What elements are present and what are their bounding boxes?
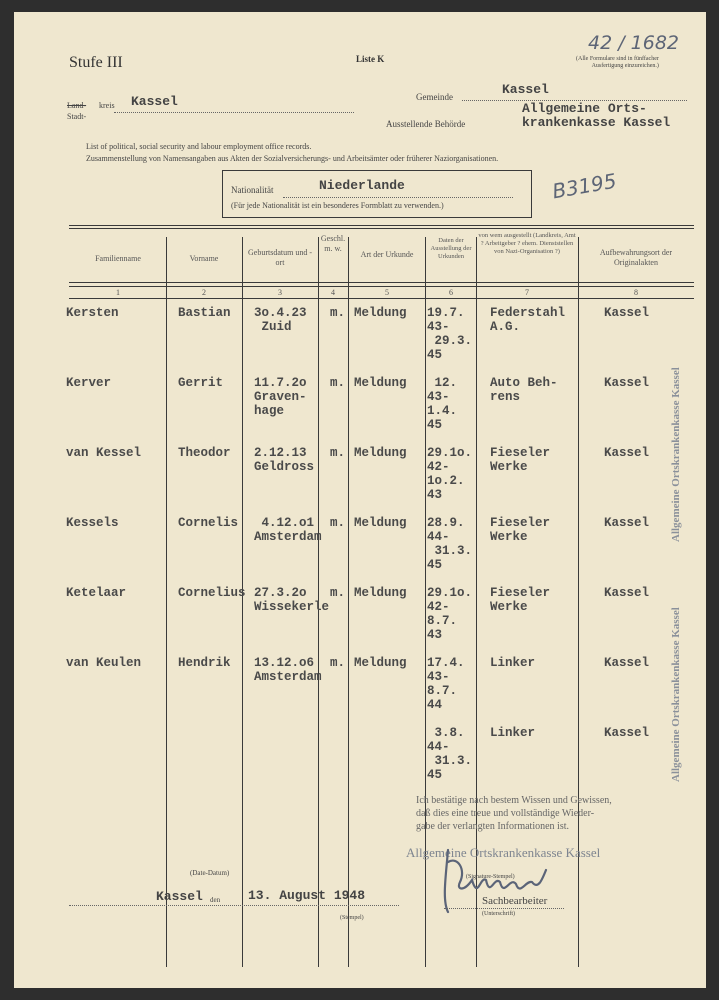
sex-cell: m. [330,586,346,600]
behoerde-label: Ausstellende Behörde [386,119,466,129]
dates-cell: 17.4. 43- 8.7. 44 [427,656,465,712]
place-value: Kassel [156,889,203,904]
confirmation-text: Ich bestätige nach bestem Wissen und Gewissen, daß dies eine treue und vollständige Wieder- gabe der verlangten Informationen ist. [416,795,612,832]
dates-cell: 12. 43- 1.4. 45 [427,376,458,432]
stadt-label: Stadt- [67,112,87,121]
column-header-daten: Daten der Ausstellung der Urkunden [430,237,472,260]
issuer-cell: Linker [490,726,536,740]
sex-cell: m. [330,446,346,460]
birth-cell: 4.12.o1 Amsterdam [254,516,322,544]
stufe-label: Stufe III [69,54,123,71]
liste-label: Liste K [356,54,385,64]
sachbearbeiter-label: Sachbearbeiter [482,895,548,907]
land-label: Land- [67,101,87,110]
kreis-value: Kassel [131,94,178,109]
birth-cell: 2.12.13 Geldross [254,446,315,474]
nationality-box [222,170,532,218]
dates-cell: 29.1o. 42- 8.7. 43 [427,586,473,642]
den-label: den [210,896,221,904]
document-page [14,12,706,988]
issuer-cell: Fieseler Werke [490,516,551,544]
dates-cell: 19.7. 43- 29.3. 45 [427,306,473,362]
archive-location-cell: Kassel [604,306,650,320]
family-name-cell: Ketelaar [66,586,127,600]
first-name-cell: Bastian [178,306,231,320]
list-title-en: List of political, social security and labour employment office records. [86,142,312,151]
birth-cell: 11.7.2o Graven- hage [254,376,307,418]
archive-location-cell: Kassel [604,586,650,600]
family-name-cell: Kerver [66,376,112,390]
document-type-cell: Meldung [354,586,407,600]
column-header-geburtsdatum: Geburtsdatum und -ort [248,248,312,267]
document-type-cell: Meldung [354,516,407,530]
dates-cell: 29.1o. 42- 1o.2. 43 [427,446,473,502]
signature-stamp-label: (Signature-Stempel) [466,874,515,880]
column-number: 4 [331,288,335,297]
nationality-value: Niederlande [319,178,405,193]
birth-cell: 27.3.2o Wissekerle [254,586,330,614]
archive-location-cell: Kassel [604,656,650,670]
birth-cell: 3o.4.23 Zuid [254,306,307,334]
first-name-cell: Cornelis [178,516,239,530]
document-type-cell: Meldung [354,306,407,320]
document-type-cell: Meldung [354,656,407,670]
archive-location-cell: Kassel [604,446,650,460]
column-number: 7 [525,288,529,297]
kreis-label: kreis [99,101,115,110]
family-name-cell: Kessels [66,516,119,530]
nationality-note: (Für jede Nationalität ist ein besonderes Formblatt zu verwenden.) [231,201,444,210]
archive-reference: 42 / 1682 [588,32,680,54]
first-name-cell: Gerrit [178,376,224,390]
form-note: (Alle Formulare sind in fünffacher Ausfertigung einzureichen.) [576,56,659,69]
behoerde-value: Allgemeine Orts- krankenkasse Kassel [522,101,671,130]
handwritten-mark: B3195 [550,168,619,204]
archive-location-cell: Kassel [604,376,650,390]
issuer-cell: Auto Beh- rens [490,376,558,404]
stempel-label: (Stempel) [340,915,364,921]
issuer-cell: Fieseler Werke [490,586,551,614]
nationality-label: Nationalität [231,185,274,195]
column-number: 8 [634,288,638,297]
gemeinde-label: Gemeinde [416,92,453,102]
issuer-cell: Federstahl A.G. [490,306,566,334]
side-stamp: Allgemeine Ortskrankenkasse Kassel [670,367,682,542]
date-label: (Date-Datum) [190,869,230,877]
dates-cell: 3.8. 44- 31.3. 45 [427,726,473,782]
gemeinde-value: Kassel [502,82,549,97]
first-name-cell: Theodor [178,446,231,460]
family-name-cell: van Kessel [66,446,142,460]
date-value: 13. August 1948 [248,888,366,903]
organization-stamp: Allgemeine Ortskrankenkasse Kassel [406,845,601,860]
first-name-cell: Cornelius [178,586,246,600]
column-number: 2 [202,288,206,297]
sex-cell: m. [330,656,346,670]
archive-location-cell: Kassel [604,726,650,740]
column-header-art: Art der Urkunde [360,250,414,259]
archive-location-cell: Kassel [604,516,650,530]
issuer-cell: Linker [490,656,536,670]
column-header-von-wem: von wem ausgestellt (Landkreis, Amt ? Arbeitgeber ? ehem. Dienststellen von Nazi-Organisation ?) [478,232,576,255]
column-number: 6 [449,288,453,297]
column-number: 3 [278,288,282,297]
column-header-aufbewahrungsort: Aufbewahrungsort der Originalakten [599,248,673,267]
column-header-vorname: Vorname [189,254,219,263]
sex-cell: m. [330,516,346,530]
list-title-de: Zusammenstellung von Namensangaben aus Akten der Sozialversicherungs- und Arbeitsämter oder früherer Naziorganisationen. [86,154,499,163]
document-type-cell: Meldung [354,376,407,390]
side-stamp: Allgemeine Ortskrankenkasse Kassel [670,607,682,782]
dates-cell: 28.9. 44- 31.3. 45 [427,516,473,572]
column-header-geschlecht: Geschl. m. w. [320,234,346,253]
first-name-cell: Hendrik [178,656,231,670]
column-number: 1 [116,288,120,297]
family-name-cell: Kersten [66,306,119,320]
sex-cell: m. [330,376,346,390]
issuer-cell: Fieseler Werke [490,446,551,474]
family-name-cell: van Keulen [66,656,142,670]
unterschrift-label: (Unterschrift) [482,911,515,917]
sex-cell: m. [330,306,346,320]
document-type-cell: Meldung [354,446,407,460]
column-header-familienname: Familienname [95,254,141,263]
column-number: 5 [385,288,389,297]
birth-cell: 13.12.o6 Amsterdam [254,656,322,684]
